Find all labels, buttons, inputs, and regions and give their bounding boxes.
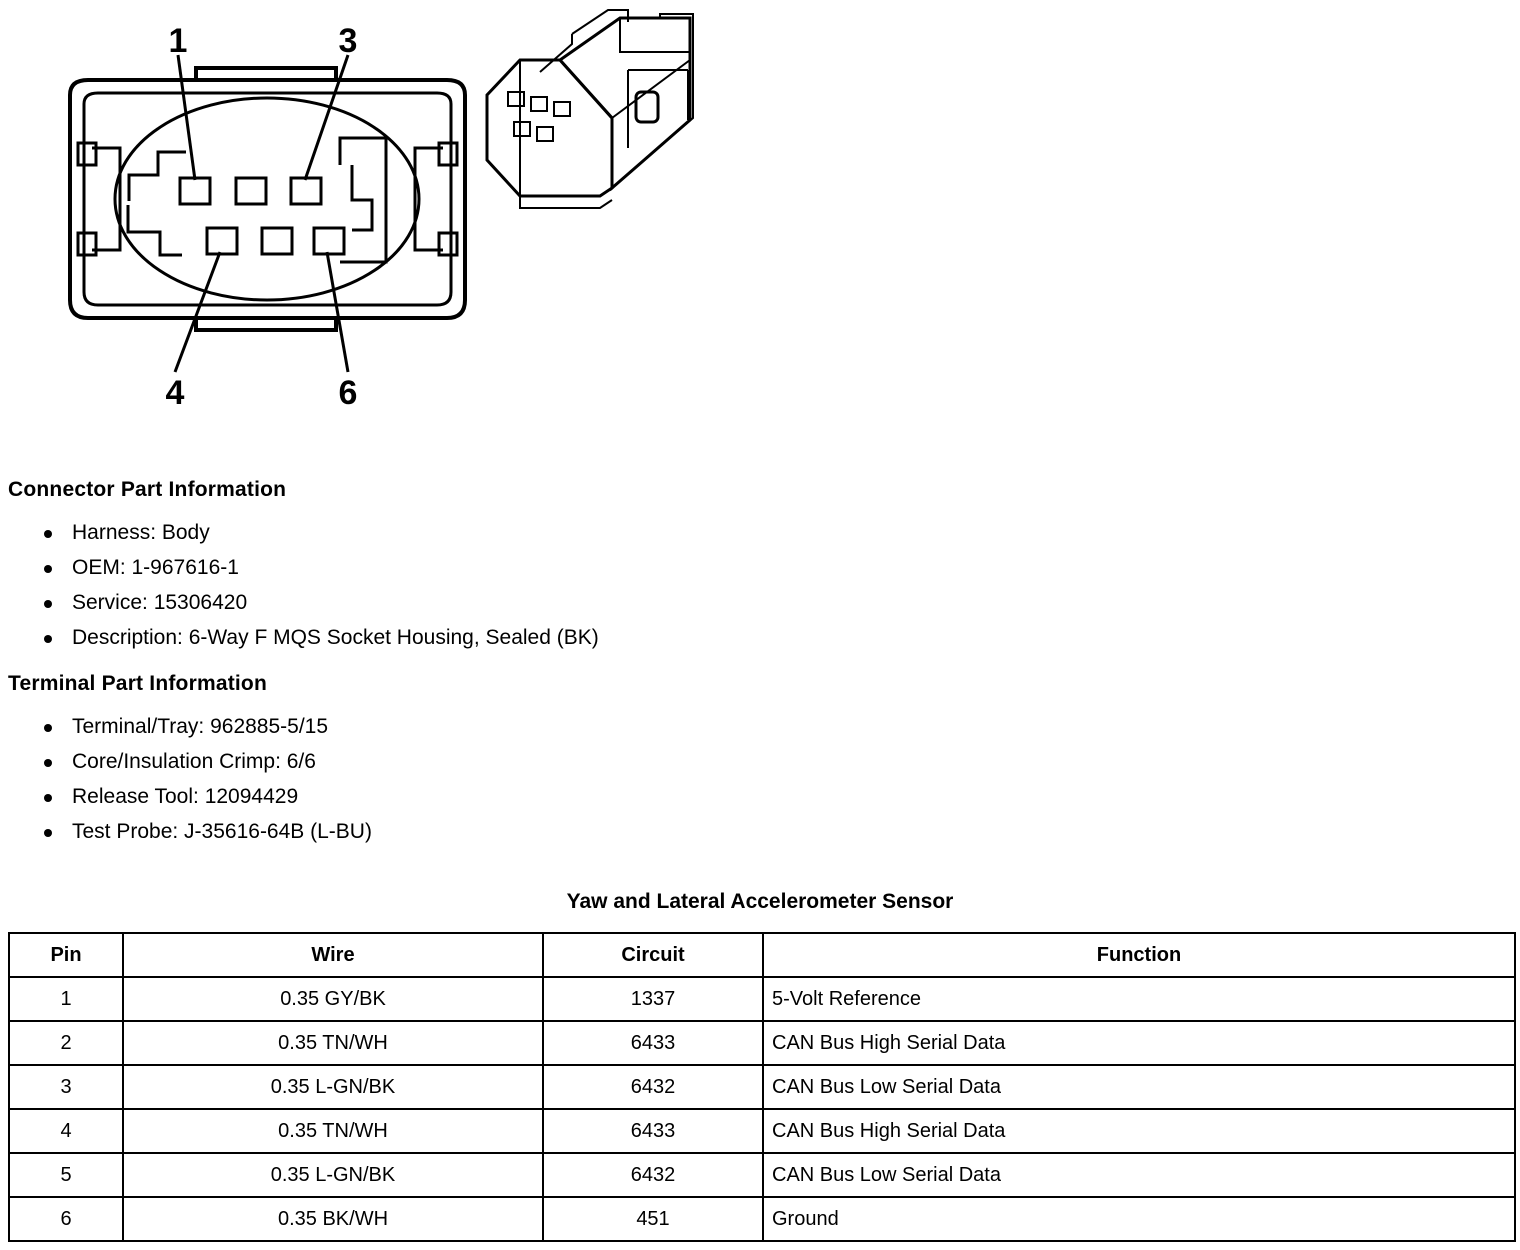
cell-wire: 0.35 L-GN/BK bbox=[123, 1065, 543, 1109]
cell-function: CAN Bus Low Serial Data bbox=[763, 1065, 1515, 1109]
table-row bbox=[9, 1021, 1515, 1065]
cell-circuit: 6433 bbox=[543, 1021, 763, 1065]
list-item: OEM: 1-967616-1 bbox=[8, 553, 599, 583]
table-row bbox=[9, 1065, 1515, 1109]
connector-isometric-view bbox=[487, 10, 693, 208]
cell-wire: 0.35 L-GN/BK bbox=[123, 1153, 543, 1197]
callout-1: 1 bbox=[168, 22, 188, 60]
terminal-part-information-list bbox=[8, 712, 372, 847]
connector-part-information-title: Connector Part Information bbox=[8, 478, 287, 501]
table-row bbox=[9, 1153, 1515, 1197]
connector-part-information-section bbox=[8, 478, 599, 658]
callout-leader-lines bbox=[175, 55, 348, 372]
connector-face-view bbox=[70, 68, 465, 330]
column-header-circuit: Circuit bbox=[543, 933, 763, 977]
connector-part-information-list bbox=[8, 518, 599, 653]
list-item: Core/Insulation Crimp: 6/6 bbox=[8, 747, 372, 777]
cell-pin: 1 bbox=[9, 977, 123, 1021]
cell-function: CAN Bus High Serial Data bbox=[763, 1021, 1515, 1065]
cell-pin: 5 bbox=[9, 1153, 123, 1197]
list-item: Description: 6-Way F MQS Socket Housing, Sealed (BK) bbox=[8, 623, 599, 653]
cell-circuit: 451 bbox=[543, 1197, 763, 1241]
list-item: Release Tool: 12094429 bbox=[8, 782, 372, 812]
connector-diagram-svg bbox=[0, 0, 1520, 460]
list-item: Terminal/Tray: 962885-5/15 bbox=[8, 712, 372, 742]
cell-pin: 3 bbox=[9, 1065, 123, 1109]
cell-function: CAN Bus Low Serial Data bbox=[763, 1153, 1515, 1197]
table-header-row bbox=[9, 933, 1515, 977]
cell-circuit: 1337 bbox=[543, 977, 763, 1021]
table-row bbox=[9, 977, 1515, 1021]
column-header-pin: Pin bbox=[9, 933, 123, 977]
list-item: Service: 15306420 bbox=[8, 588, 599, 618]
callout-6: 6 bbox=[338, 374, 358, 412]
cell-wire: 0.35 TN/WH bbox=[123, 1109, 543, 1153]
cell-pin: 2 bbox=[9, 1021, 123, 1065]
column-header-wire: Wire bbox=[123, 933, 543, 977]
pinout-table bbox=[8, 932, 1516, 1242]
cell-function: Ground bbox=[763, 1197, 1515, 1241]
cell-pin: 6 bbox=[9, 1197, 123, 1241]
list-item: Test Probe: J-35616-64B (L-BU) bbox=[8, 817, 372, 847]
cell-function: 5-Volt Reference bbox=[763, 977, 1515, 1021]
callout-3: 3 bbox=[338, 22, 358, 60]
callout-4: 4 bbox=[165, 374, 185, 412]
terminal-part-information-section bbox=[8, 672, 372, 852]
table-row bbox=[9, 1197, 1515, 1241]
cell-wire: 0.35 TN/WH bbox=[123, 1021, 543, 1065]
cell-circuit: 6433 bbox=[543, 1109, 763, 1153]
cell-circuit: 6432 bbox=[543, 1065, 763, 1109]
table-row bbox=[9, 1109, 1515, 1153]
cell-pin: 4 bbox=[9, 1109, 123, 1153]
column-header-function: Function bbox=[763, 933, 1515, 977]
terminal-part-information-title: Terminal Part Information bbox=[8, 672, 267, 695]
cell-wire: 0.35 BK/WH bbox=[123, 1197, 543, 1241]
cell-circuit: 6432 bbox=[543, 1153, 763, 1197]
pinout-table-section bbox=[0, 890, 1520, 1242]
connector-illustration bbox=[0, 0, 1520, 460]
cell-wire: 0.35 GY/BK bbox=[123, 977, 543, 1021]
pinout-table-caption: Yaw and Lateral Accelerometer Sensor bbox=[566, 890, 954, 913]
cell-function: CAN Bus High Serial Data bbox=[763, 1109, 1515, 1153]
list-item: Harness: Body bbox=[8, 518, 599, 548]
